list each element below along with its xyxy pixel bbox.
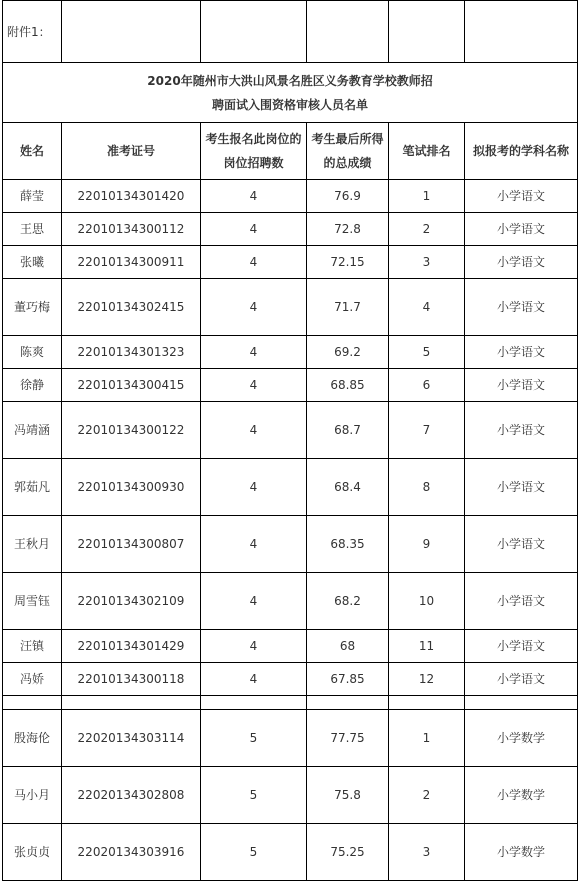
cell-subject: 小学语文 [465, 663, 578, 696]
empty-cell [307, 1, 389, 63]
cell-positions: 4 [201, 213, 307, 246]
cell-rank: 12 [389, 663, 465, 696]
cell-positions: 4 [201, 279, 307, 336]
cell-name: 徐静 [3, 369, 62, 402]
cell-total-score: 68.4 [307, 459, 389, 516]
cell-exam-id: 22010134300911 [62, 246, 201, 279]
cell-name: 冯靖涵 [3, 402, 62, 459]
cell-subject: 小学语文 [465, 573, 578, 630]
cell-exam-id: 22010134302415 [62, 279, 201, 336]
cell-exam-id: 22010134300122 [62, 402, 201, 459]
header-row [3, 123, 578, 180]
cell-subject: 小学语文 [465, 336, 578, 369]
cell-positions: 4 [201, 246, 307, 279]
empty-cell [465, 1, 578, 63]
cell-positions: 5 [201, 710, 307, 767]
cell-positions: 4 [201, 336, 307, 369]
cell-rank: 1 [389, 710, 465, 767]
title-row [3, 63, 578, 123]
cell-positions: 4 [201, 180, 307, 213]
header-rank: 笔试排名 [389, 123, 465, 180]
table-row [3, 573, 578, 630]
cell-rank: 6 [389, 369, 465, 402]
cell-name: 薛莹 [3, 180, 62, 213]
cell-name: 张曦 [3, 246, 62, 279]
note-row [3, 1, 578, 63]
cell-total-score: 68.2 [307, 573, 389, 630]
cell-subject: 小学数学 [465, 767, 578, 824]
cell-exam-id: 22010134301420 [62, 180, 201, 213]
cell-subject: 小学语文 [465, 630, 578, 663]
header-positions: 考生报名此岗位的岗位招聘数 [201, 123, 307, 180]
cell-name: 郭茹凡 [3, 459, 62, 516]
cell-total-score: 71.7 [307, 279, 389, 336]
cell-subject: 小学语文 [465, 180, 578, 213]
cell-total-score: 68 [307, 630, 389, 663]
table-row [3, 516, 578, 573]
attachment-note: 附件1： [3, 1, 62, 63]
cell-rank: 8 [389, 459, 465, 516]
table-row [3, 824, 578, 881]
header-exam-id: 准考证号 [62, 123, 201, 180]
cell-subject: 小学语文 [465, 459, 578, 516]
cell-name: 汪镇 [3, 630, 62, 663]
cell-positions: 5 [201, 824, 307, 881]
cell-positions: 4 [201, 459, 307, 516]
cell-total-score: 68.7 [307, 402, 389, 459]
cell-name: 张贞贞 [3, 824, 62, 881]
cell-subject: 小学数学 [465, 824, 578, 881]
table-row [3, 459, 578, 516]
cell-total-score: 72.15 [307, 246, 389, 279]
cell-subject: 小学语文 [465, 213, 578, 246]
cell-total-score: 68.35 [307, 516, 389, 573]
cell-total-score: 76.9 [307, 180, 389, 213]
cell-total-score: 69.2 [307, 336, 389, 369]
cell-positions: 5 [201, 767, 307, 824]
cell-total-score: 68.85 [307, 369, 389, 402]
cell-name: 陈爽 [3, 336, 62, 369]
cell-name: 王秋月 [3, 516, 62, 573]
cell-exam-id: 22010134300807 [62, 516, 201, 573]
cell-exam-id: 22010134300118 [62, 663, 201, 696]
cell-rank: 11 [389, 630, 465, 663]
cell-exam-id: 22010134301323 [62, 336, 201, 369]
empty-cell [201, 1, 307, 63]
cell-name: 周雪钰 [3, 573, 62, 630]
cell-exam-id: 22010134300930 [62, 459, 201, 516]
cell-subject: 小学语文 [465, 369, 578, 402]
cell-rank: 9 [389, 516, 465, 573]
cell-exam-id: 22010134302109 [62, 573, 201, 630]
cell-positions: 4 [201, 516, 307, 573]
empty-cell [62, 696, 201, 710]
empty-cell [62, 1, 201, 63]
empty-cell [389, 1, 465, 63]
cell-rank: 7 [389, 402, 465, 459]
candidate-table [2, 0, 578, 881]
table-row [3, 336, 578, 369]
cell-total-score: 75.8 [307, 767, 389, 824]
cell-rank: 2 [389, 213, 465, 246]
table-row [3, 767, 578, 824]
cell-rank: 3 [389, 246, 465, 279]
cell-rank: 2 [389, 767, 465, 824]
cell-exam-id: 22020134303916 [62, 824, 201, 881]
cell-positions: 4 [201, 663, 307, 696]
cell-exam-id: 22010134300415 [62, 369, 201, 402]
cell-name: 董巧梅 [3, 279, 62, 336]
cell-subject: 小学语文 [465, 516, 578, 573]
cell-rank: 4 [389, 279, 465, 336]
header-subject: 拟报考的学科名称 [465, 123, 578, 180]
cell-rank: 5 [389, 336, 465, 369]
cell-name: 殷海伦 [3, 710, 62, 767]
empty-cell [307, 696, 389, 710]
cell-name: 马小月 [3, 767, 62, 824]
cell-name: 冯娇 [3, 663, 62, 696]
cell-subject: 小学语文 [465, 402, 578, 459]
cell-exam-id: 22020134302808 [62, 767, 201, 824]
empty-cell [389, 696, 465, 710]
cell-total-score: 77.75 [307, 710, 389, 767]
spacer-row [3, 696, 578, 710]
cell-total-score: 72.8 [307, 213, 389, 246]
cell-subject: 小学语文 [465, 246, 578, 279]
cell-total-score: 67.85 [307, 663, 389, 696]
cell-positions: 4 [201, 369, 307, 402]
table-row [3, 213, 578, 246]
empty-cell [201, 696, 307, 710]
cell-name: 王思 [3, 213, 62, 246]
cell-subject: 小学语文 [465, 279, 578, 336]
table-row [3, 663, 578, 696]
cell-exam-id: 22010134301429 [62, 630, 201, 663]
header-name: 姓名 [3, 123, 62, 180]
table-row [3, 180, 578, 213]
table-row [3, 279, 578, 336]
empty-cell [3, 696, 62, 710]
header-total-score: 考生最后所得的总成绩 [307, 123, 389, 180]
cell-positions: 4 [201, 573, 307, 630]
cell-subject: 小学数学 [465, 710, 578, 767]
table-row [3, 630, 578, 663]
cell-rank: 3 [389, 824, 465, 881]
table-row [3, 402, 578, 459]
cell-total-score: 75.25 [307, 824, 389, 881]
cell-positions: 4 [201, 402, 307, 459]
cell-rank: 1 [389, 180, 465, 213]
table-row [3, 710, 578, 767]
table-row [3, 246, 578, 279]
empty-cell [465, 696, 578, 710]
table-row [3, 369, 578, 402]
cell-exam-id: 22020134303114 [62, 710, 201, 767]
cell-rank: 10 [389, 573, 465, 630]
cell-positions: 4 [201, 630, 307, 663]
document-title: 2020年随州市大洪山风景名胜区义务教育学校教师招聘面试入围资格审核人员名单 [147, 73, 433, 112]
cell-exam-id: 22010134300112 [62, 213, 201, 246]
